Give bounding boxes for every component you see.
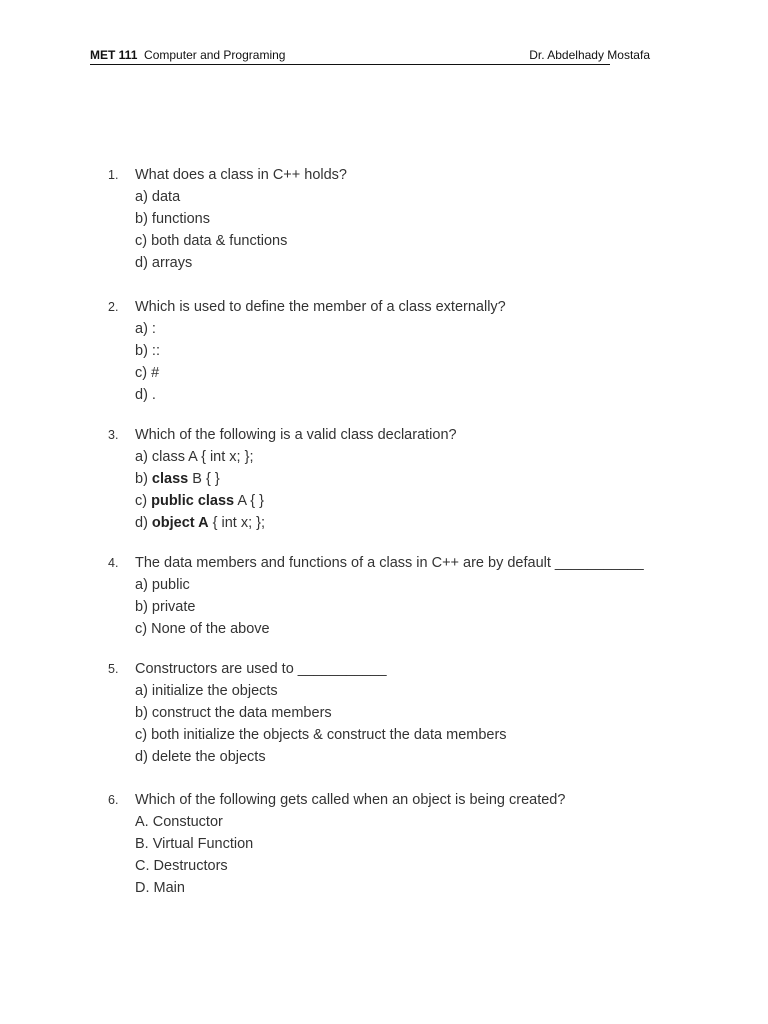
instructor-name: Dr. Abdelhady Mostafa (529, 48, 650, 62)
option: d) . (135, 387, 156, 403)
option-bold: object A (151, 515, 209, 531)
option: B. Virtual Function (135, 836, 254, 852)
option (108, 512, 668, 534)
course-code: MET 111 (90, 48, 138, 62)
question-number: 3. (108, 428, 119, 442)
question-number: 5. (108, 662, 119, 676)
question-number: 6. (108, 793, 119, 807)
question-5 (108, 658, 668, 768)
option: A. Constuctor (135, 814, 223, 830)
question-number: 4. (108, 556, 119, 570)
question-6 (108, 789, 668, 899)
question-text: Which of the following is a valid class declaration? (135, 427, 457, 443)
question-number: 1. (108, 168, 119, 182)
question-4 (108, 552, 668, 640)
option: c) # (135, 365, 160, 381)
option-rest: A { } (234, 493, 264, 509)
question-text: Constructors are used to ___________ (135, 661, 387, 677)
option-rest: { int x; }; (208, 515, 266, 531)
question-text: Which is used to define the member of a class externally? (135, 299, 506, 315)
option: c) None of the above (135, 621, 270, 637)
option-bold: class (151, 471, 189, 487)
header-rule (90, 64, 610, 65)
option-prefix: a) (135, 449, 152, 465)
option (108, 468, 668, 490)
option (108, 446, 668, 468)
option-rest: class A { int x; }; (151, 449, 254, 465)
option (108, 490, 668, 512)
option: a) data (135, 189, 181, 205)
option: a) : (135, 321, 156, 337)
option: a) public (135, 577, 190, 593)
option-prefix: b) (135, 471, 152, 487)
option: b) private (135, 599, 196, 615)
page-header (90, 47, 650, 63)
option-prefix: d) (135, 515, 152, 531)
option: c) both initialize the objects & construct the data members (135, 727, 507, 743)
question-number: 2. (108, 300, 119, 314)
option: C. Destructors (135, 858, 228, 874)
option: d) delete the objects (135, 749, 266, 765)
option: d) arrays (135, 255, 193, 271)
option-bold: public class (151, 493, 235, 509)
option: a) initialize the objects (135, 683, 278, 699)
question-text: The data members and functions of a class in C++ are by default ___________ (135, 555, 644, 571)
option: b) functions (135, 211, 210, 227)
option-rest: B { } (188, 471, 220, 487)
option: b) :: (135, 343, 160, 359)
option: c) both data & functions (135, 233, 288, 249)
question-text: Which of the following gets called when an object is being created? (135, 792, 566, 808)
question-1 (108, 164, 668, 274)
option-prefix: c) (135, 493, 152, 509)
question-2 (108, 296, 668, 406)
course-title: Computer and Programing (144, 48, 286, 62)
question-text: What does a class in C++ holds? (135, 167, 347, 183)
question-3 (108, 424, 668, 534)
option: b) construct the data members (135, 705, 332, 721)
option: D. Main (135, 880, 185, 896)
